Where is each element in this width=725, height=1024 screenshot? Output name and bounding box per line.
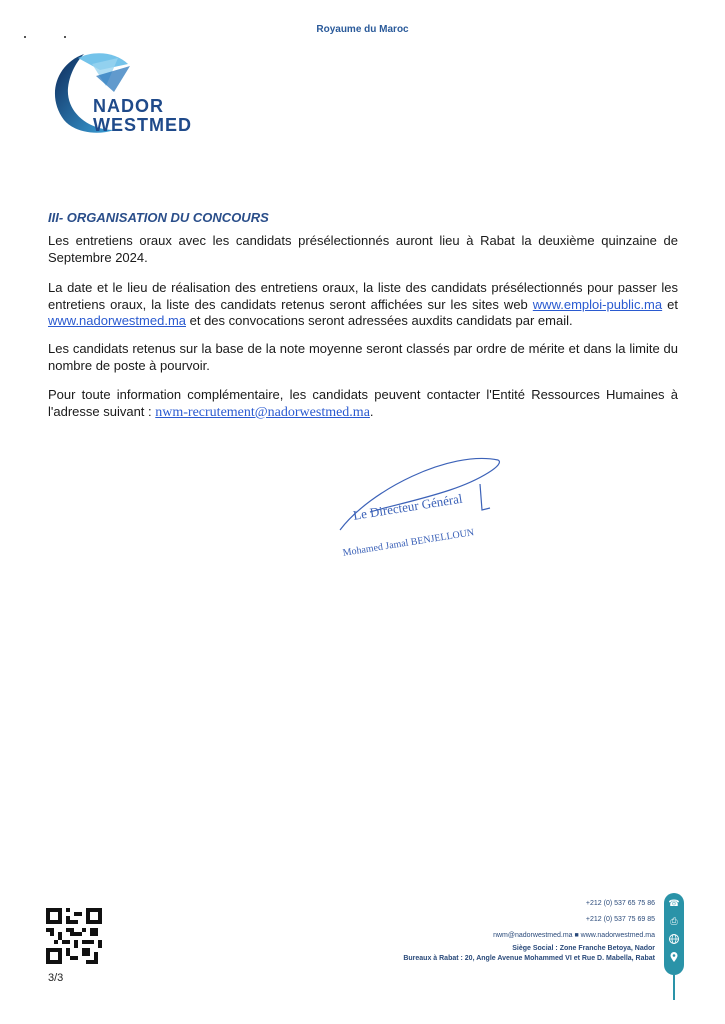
- phone-icon: ☎: [668, 898, 680, 908]
- fax-icon: ⎙: [670, 916, 678, 926]
- logo-line-1: NADOR: [93, 96, 164, 116]
- footer-fax: +212 (0) 537 75 69 85: [585, 916, 655, 923]
- paragraph-text: et: [662, 296, 678, 312]
- scan-mark: [64, 36, 66, 38]
- globe-icon: [668, 933, 680, 945]
- signature-title: Le Directeur Général: [352, 490, 464, 523]
- section-title: III- ORGANISATION DU CONCOURS: [48, 210, 269, 225]
- paragraph-text: et des convocations seront adressées auxdits candidats par email.: [186, 313, 573, 328]
- footer-siege: Siège Social : Zone Franche Betoya, Nador: [512, 945, 655, 952]
- paragraph-text: La date et le lieu de réalisation des entretiens oraux, la liste des candidats présélectionnés pour passer les entretiens oraux, la liste des candidats retenus seront affichées sur les sites web: [48, 280, 678, 312]
- paragraph-contact: [48, 387, 678, 421]
- signature-name: Mohamed Jamal BENJELLOUN: [342, 527, 475, 559]
- header-kingdom: Royaume du Maroc: [316, 24, 409, 35]
- footer-email-web[interactable]: nwm@nadorwestmed.ma ■ www.nadorwestmed.ma: [493, 932, 655, 939]
- footer-bureaux: Bureaux à Rabat : 20, Angle Avenue Mohammed VI et Rue D. Mabella, Rabat: [403, 955, 655, 962]
- footer-phone: +212 (0) 537 65 75 86: [585, 900, 655, 907]
- paragraph-interviews: Les entretiens oraux avec les candidats présélectionnés auront lieu à Rabat la deuxième quinzaine de Septembre 2024.: [48, 233, 678, 265]
- location-icon: [668, 951, 680, 963]
- nadorwestmed-link[interactable]: www.nadorwestmed.ma: [48, 313, 186, 328]
- page-number: 3/3: [48, 972, 64, 984]
- paragraph-text: Pour toute information complémentaire, les candidats peuvent contacter l'Entité Ressources Humaines à l'adresse suivant :: [48, 387, 678, 419]
- paragraph-publication: [48, 280, 678, 330]
- emploi-public-link[interactable]: www.emploi-public.ma: [532, 296, 663, 312]
- footer-contact: [403, 896, 655, 964]
- logo-text: [93, 97, 192, 135]
- paragraph-ranking: Les candidats retenus sur la base de la note moyenne seront classés par ordre de mérite et dans la limite du nombre de poste à pourvoir.: [48, 341, 678, 373]
- scan-mark: [24, 36, 26, 38]
- footer-divider-line: [673, 975, 675, 1000]
- qr-code-icon: [46, 908, 102, 964]
- recruitment-email-link[interactable]: nwm-recrutement@nadorwestmed.ma: [155, 404, 370, 420]
- paragraph-text: .: [369, 403, 374, 419]
- logo-line-2: WESTMED: [93, 115, 192, 135]
